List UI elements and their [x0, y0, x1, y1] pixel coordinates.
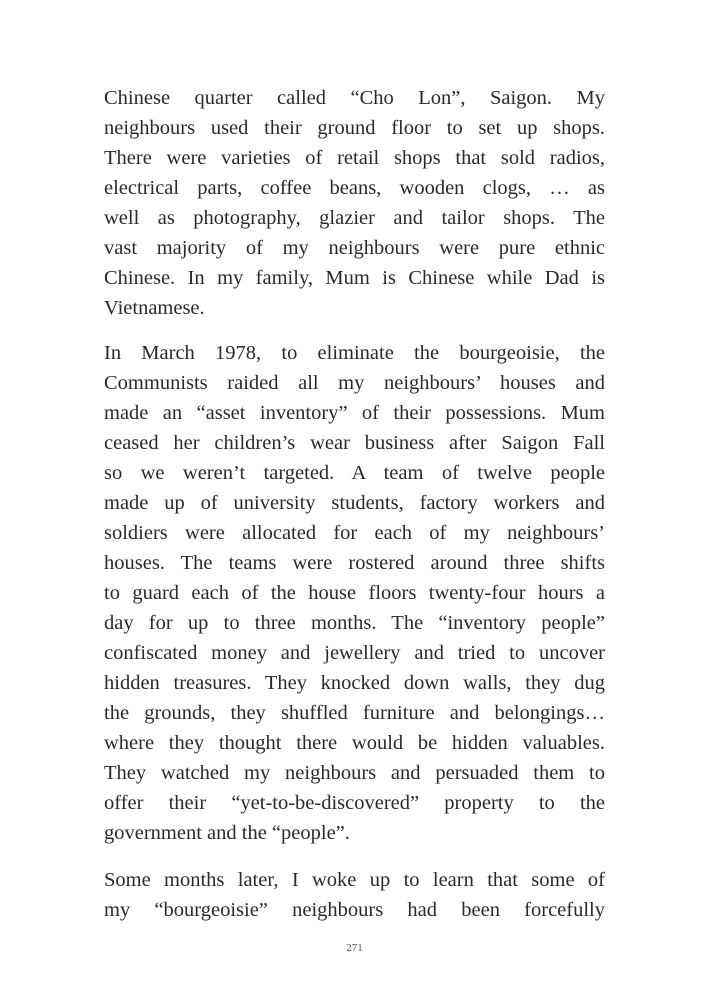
- paragraph-line: vast majority of my neighbours were pure ethnic: [104, 237, 605, 259]
- paragraph-line: soldiers were allocated for each of my neighbours’: [104, 522, 605, 544]
- paragraph-1: [104, 83, 605, 323]
- paragraph-line: so we weren’t targeted. A team of twelve people: [104, 462, 605, 484]
- paragraph-line: neighbours used their ground floor to set up shops.: [104, 117, 605, 139]
- paragraph-line: houses. The teams were rostered around three shifts: [104, 552, 605, 574]
- paragraph-3: [104, 865, 605, 925]
- paragraph-line: Chinese quarter called “Cho Lon”, Saigon. My: [104, 87, 605, 109]
- paragraph-line: Vietnamese.: [104, 297, 205, 319]
- page-number: 271: [346, 942, 363, 954]
- paragraph-line: where they thought there would be hidden valuables.: [104, 732, 605, 754]
- paragraph-line: the grounds, they shuffled furniture and belongings…: [104, 702, 605, 724]
- paragraph-line: made an “asset inventory” of their possessions. Mum: [104, 402, 605, 424]
- paragraph-line: well as photography, glazier and tailor shops. The: [104, 207, 605, 229]
- paragraph-line: electrical parts, coffee beans, wooden clogs, … as: [104, 177, 605, 199]
- paragraph-line: They watched my neighbours and persuaded them to: [104, 762, 605, 784]
- paragraph-line: government and the “people”.: [104, 822, 350, 844]
- paragraph-line: hidden treasures. They knocked down walls, they dug: [104, 672, 605, 694]
- paragraph-line: In March 1978, to eliminate the bourgeoisie, the: [104, 342, 605, 364]
- paragraph-2: [104, 338, 605, 848]
- paragraph-line: made up of university students, factory workers and: [104, 492, 605, 514]
- paragraph-line: Communists raided all my neighbours’ houses and: [104, 372, 605, 394]
- paragraph-line: my “bourgeoisie” neighbours had been forcefully: [104, 899, 605, 921]
- paragraph-line: day for up to three months. The “inventory people”: [104, 612, 605, 634]
- paragraph-line: confiscated money and jewellery and tried to uncover: [104, 642, 605, 664]
- paragraph-line: There were varieties of retail shops that sold radios,: [104, 147, 605, 169]
- paragraph-line: ceased her children’s wear business after Saigon Fall: [104, 432, 605, 454]
- paragraph-line: to guard each of the house floors twenty-four hours a: [104, 582, 605, 604]
- paragraph-line: Chinese. In my family, Mum is Chinese while Dad is: [104, 267, 605, 289]
- paragraph-line: Some months later, I woke up to learn that some of: [104, 869, 605, 891]
- paragraph-line: offer their “yet-to-be-discovered” property to the: [104, 792, 605, 814]
